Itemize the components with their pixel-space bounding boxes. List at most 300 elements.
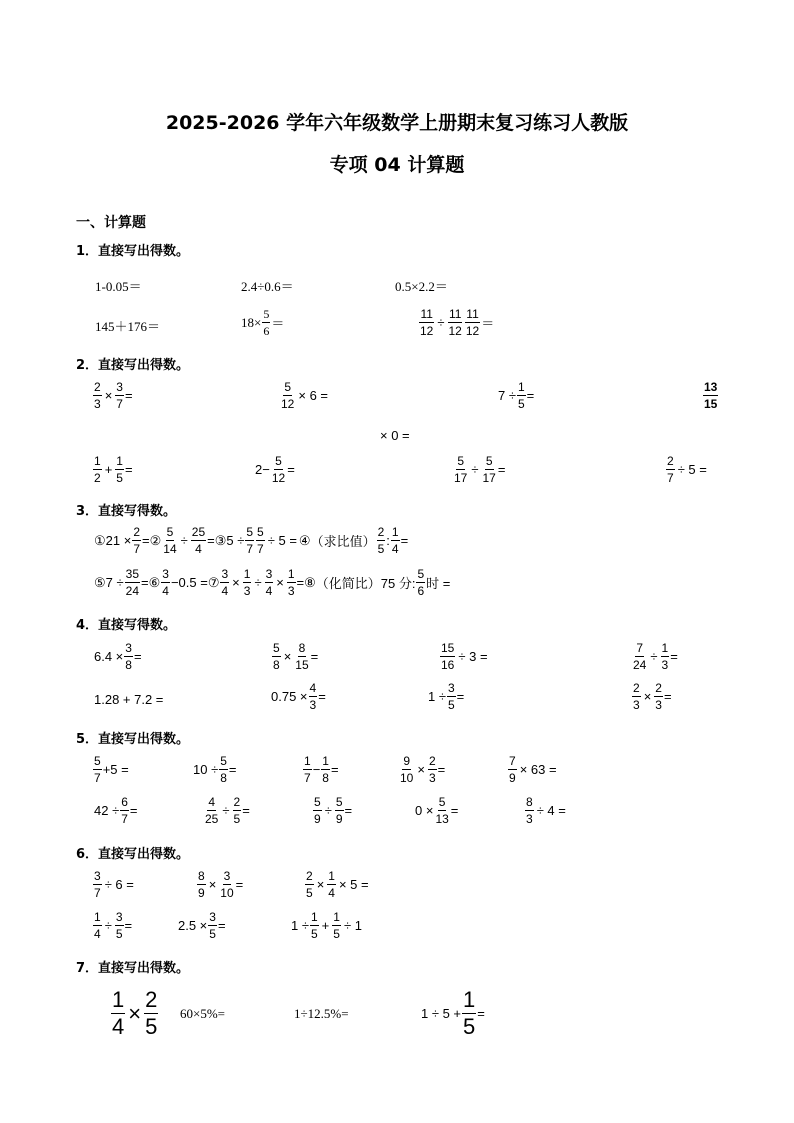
q2h-tail: ÷ 5 =: [677, 462, 707, 477]
numerator: 1: [463, 987, 476, 1012]
fraction: [517, 381, 526, 410]
fraction: [93, 911, 102, 940]
numerator: 2: [306, 869, 313, 883]
equals: ＝: [481, 316, 495, 331]
denominator: 7: [667, 471, 674, 485]
fraction: [428, 755, 437, 784]
times-sign: ×: [276, 575, 284, 590]
q5-text: 0 ×: [415, 803, 434, 818]
q4-expr-a: [94, 642, 142, 671]
denominator: 5: [145, 1014, 158, 1039]
denominator: 12: [271, 471, 286, 485]
q5-expr-f: [94, 796, 138, 825]
fraction: [453, 455, 468, 484]
q5-expr-h1: [312, 796, 352, 825]
denominator: 5: [115, 927, 123, 941]
denominator: 12: [281, 397, 295, 411]
circled-number: ④: [298, 532, 311, 548]
fraction: [335, 796, 344, 825]
denominator: 3: [94, 397, 101, 411]
fraction: [327, 870, 336, 899]
numerator: 5: [166, 525, 174, 539]
denominator: 5: [116, 471, 123, 485]
question-label-4: 4．直接写得数。: [76, 618, 177, 633]
q4-expr-g: [428, 682, 464, 711]
plus-sign: +: [321, 918, 330, 933]
denominator: 3: [526, 812, 533, 826]
fraction: [508, 755, 517, 784]
fraction: [262, 308, 270, 337]
fraction: [294, 642, 309, 671]
denominator: 5: [333, 927, 340, 941]
fraction: [447, 682, 456, 711]
equals: ＝: [271, 316, 285, 331]
denominator: 3: [428, 771, 436, 785]
q6-expr-e: [178, 911, 226, 940]
equals: =: [456, 689, 465, 704]
denominator: 16: [441, 658, 455, 672]
plus-sign: +: [104, 462, 113, 477]
equals: =: [129, 803, 138, 818]
denominator: 5: [209, 927, 216, 941]
equals: =: [310, 649, 319, 664]
denominator: 6: [417, 584, 425, 598]
times-sign: ×: [316, 877, 325, 892]
numerator: 5: [273, 641, 280, 655]
fraction: [332, 911, 341, 940]
divide-sign: ÷: [650, 649, 658, 664]
fraction: [265, 568, 274, 597]
numerator: 1: [322, 754, 329, 768]
numerator: 5: [275, 454, 282, 468]
denominator: 3: [287, 584, 295, 598]
q5-expr-c: [302, 755, 339, 784]
numerator: 5: [284, 380, 292, 394]
times-sign: ×: [208, 877, 217, 892]
q4-expr-h: [631, 682, 672, 711]
question-label-2: 2．直接写出得数。: [76, 358, 190, 373]
denominator: 3: [309, 698, 317, 712]
fraction: [243, 568, 252, 597]
numerator: 8: [298, 641, 306, 655]
denominator: 5: [517, 397, 525, 411]
times-sign: ×: [104, 388, 113, 403]
q3-text: 21 ×: [105, 533, 132, 548]
denominator: 15: [295, 658, 309, 672]
fraction: [197, 870, 206, 899]
q4-expr-c: [439, 642, 490, 671]
denominator: 4: [94, 927, 101, 941]
q2b-tail: × 6 =: [298, 388, 328, 403]
denominator: 5: [377, 542, 385, 556]
q2-expr-e: [92, 455, 133, 484]
numerator: 11: [420, 307, 433, 321]
document-subtitle: 专项 04 计算题: [329, 154, 465, 176]
numerator: 35: [125, 567, 139, 581]
q2-expr-g: [452, 455, 505, 484]
q2-expr-h: [665, 455, 709, 484]
numerator: 5: [257, 525, 264, 539]
fraction: [434, 796, 449, 825]
q3-text: −0.5 =: [170, 575, 208, 590]
numerator: 5: [314, 795, 321, 809]
q6a-tail: ÷ 6 =: [104, 877, 134, 892]
denominator: 3: [661, 658, 669, 672]
numerator: 5: [94, 754, 101, 768]
numerator: 3: [265, 567, 273, 581]
equals: =: [400, 533, 409, 548]
denominator: 12: [465, 324, 480, 338]
numerator: 3: [116, 380, 123, 394]
denominator: 5: [310, 927, 318, 941]
fraction: [666, 455, 675, 484]
denominator: 17: [482, 471, 496, 485]
fraction: [233, 796, 242, 825]
denominator: 5: [447, 698, 455, 712]
q3-text: （求比值）: [310, 534, 376, 549]
denominator: 8: [322, 771, 329, 785]
fraction: [93, 870, 102, 899]
circled-number: ⑧: [304, 574, 316, 590]
times-sign: ×: [417, 762, 425, 777]
numerator: 5: [485, 454, 493, 468]
numerator: 15: [441, 641, 455, 655]
numerator: 5: [263, 307, 270, 321]
denominator: 4: [391, 542, 399, 556]
fraction: [245, 526, 254, 555]
fraction: [654, 682, 663, 711]
fraction: [93, 455, 102, 484]
q6-expr-c: [304, 870, 371, 899]
fraction: [280, 381, 295, 410]
denominator: 12: [448, 324, 462, 338]
equals: =: [497, 462, 506, 477]
fraction: [391, 526, 400, 555]
fraction: [124, 642, 133, 671]
numerator: 3: [223, 869, 231, 883]
fraction: [399, 755, 414, 784]
denominator: 7: [94, 771, 101, 785]
numerator: 5: [246, 525, 254, 539]
equals: =: [450, 803, 459, 818]
equals: =: [437, 762, 446, 777]
denominator: 7: [133, 542, 141, 556]
numerator: 25: [191, 525, 206, 539]
document-title: 2025-2026 学年六年级数学上册期末复习练习人教版: [165, 112, 629, 134]
fraction: [256, 526, 265, 555]
q5a-tail: +5 =: [102, 762, 129, 777]
numerator: 1: [328, 869, 335, 883]
fraction: [132, 526, 141, 555]
q3-text: 7 ÷: [105, 575, 124, 590]
section-heading: 一、计算题: [76, 215, 146, 231]
q5-expr-h: [415, 796, 458, 825]
numerator: 3: [221, 567, 229, 581]
question-label-6: 6．直接写出得数。: [76, 847, 190, 862]
denominator: 17: [454, 471, 468, 485]
fraction: [703, 381, 718, 410]
numerator: 4: [309, 681, 317, 695]
numerator: 1: [304, 754, 311, 768]
equals: =: [141, 575, 149, 590]
equals: =: [477, 1006, 485, 1021]
denominator: 4: [162, 584, 169, 598]
q7-text: 1 ÷ 5 +: [421, 1006, 462, 1021]
equals: =: [133, 649, 142, 664]
q5-expr-g: [203, 796, 250, 825]
numerator: 13: [704, 380, 718, 394]
fraction: [287, 568, 296, 597]
fraction: [220, 568, 229, 597]
q4-expr-b: [271, 642, 318, 671]
q5-expr-d: [398, 755, 445, 784]
q6-expr-a: [92, 870, 136, 899]
q6c-tail: × 5 =: [338, 877, 369, 892]
q7-expr-a: [110, 989, 159, 1038]
numerator: 3: [447, 681, 455, 695]
question-label-3: 3．直接写得数。: [76, 504, 177, 519]
fraction: [313, 796, 322, 825]
numerator: 3: [125, 641, 132, 655]
denominator: 6: [263, 324, 270, 338]
numerator: 7: [636, 641, 644, 655]
denominator: 9: [335, 812, 343, 826]
circled-number: ③: [214, 532, 227, 548]
denominator: 25: [205, 812, 219, 826]
q3-text: ÷ 5 =: [267, 533, 297, 548]
equals: =: [228, 762, 237, 777]
q2-expr-d: [702, 381, 719, 410]
q4-expr-e: 1.28 + 7.2 =: [94, 692, 164, 707]
fraction: [303, 755, 312, 784]
denominator: 7: [304, 771, 311, 785]
equals: =: [344, 803, 353, 818]
fraction: [271, 455, 286, 484]
fraction: [93, 381, 102, 410]
numerator: 7: [509, 754, 516, 768]
numerator: 1: [517, 380, 525, 394]
fraction: [525, 796, 534, 825]
equals: =: [670, 649, 678, 664]
denominator: 5: [306, 886, 313, 900]
q1-expr-a: 1-0.05＝: [95, 279, 142, 294]
q4c-tail: ÷ 3 =: [458, 649, 488, 664]
q4-text: 6.4 ×: [94, 649, 124, 664]
fraction: [377, 526, 386, 555]
numerator: 11: [448, 307, 462, 321]
q6-text: 2.5 ×: [178, 918, 208, 933]
equals: =: [242, 803, 250, 818]
numerator: 6: [121, 795, 128, 809]
equals: =: [207, 533, 215, 548]
equals: =: [526, 388, 535, 403]
denominator: 5: [233, 812, 241, 826]
q1e-prefix: 18×: [241, 314, 262, 330]
numerator: 2: [655, 681, 662, 695]
q4-text: 0.75 ×: [271, 689, 308, 704]
numerator: 1: [287, 567, 295, 581]
fraction: [120, 796, 129, 825]
divide-sign: ÷: [437, 315, 445, 330]
divide-sign: ÷: [180, 533, 188, 548]
q3-row-2: [94, 568, 450, 597]
numerator: 1: [310, 910, 318, 924]
denominator: 7: [116, 397, 123, 411]
denominator: 13: [435, 812, 449, 826]
numerator: 3: [115, 910, 123, 924]
q2-expr-d-tail: × 0 =: [380, 428, 410, 443]
equals: =: [235, 877, 244, 892]
fraction: [482, 455, 497, 484]
equals: =: [330, 762, 339, 777]
q2f-prefix: 2−: [255, 462, 270, 477]
numerator: 8: [526, 795, 533, 809]
fraction: [111, 989, 125, 1038]
fraction: [115, 911, 124, 940]
q6-expr-b: [196, 870, 243, 899]
q5e-tail: × 63 =: [519, 762, 557, 777]
numerator: 1: [116, 454, 123, 468]
denominator: 7: [94, 886, 101, 900]
denominator: 5: [463, 1014, 476, 1039]
numerator: 3: [209, 910, 216, 924]
numerator: 5: [335, 795, 343, 809]
equals: =: [217, 918, 226, 933]
fraction: [161, 568, 170, 597]
q5-text: 42 ÷: [94, 803, 120, 818]
q5-text: 10 ÷: [193, 762, 219, 777]
q3-text: （化简比）75 分:: [315, 576, 416, 591]
q3-text: 时 =: [426, 576, 451, 591]
fraction: [191, 526, 206, 555]
question-label-7: 7．直接写出得数。: [76, 961, 190, 976]
q6-text: 1 ÷: [291, 918, 309, 933]
denominator: 3: [243, 584, 251, 598]
denominator: 4: [195, 542, 202, 556]
denominator: 2: [94, 471, 101, 485]
numerator: 2: [667, 454, 674, 468]
circled-number: ⑥: [148, 574, 161, 590]
numerator: 2: [145, 987, 158, 1012]
times-sign: ×: [283, 649, 292, 664]
circled-number: ⑤: [94, 574, 106, 590]
denominator: 9: [198, 886, 205, 900]
divide-sign: ÷: [471, 462, 479, 477]
q2-expr-c: [498, 381, 534, 410]
equals: =: [287, 462, 295, 477]
denominator: 8: [273, 658, 280, 672]
q3-row-1: [94, 526, 408, 555]
equals: =: [124, 462, 133, 477]
denominator: 7: [257, 542, 264, 556]
circled-number: ①: [94, 532, 106, 548]
q5-expr-a: [92, 755, 129, 784]
colon: :: [386, 533, 390, 548]
equals: =: [142, 533, 150, 548]
q1-expr-b: 2.4÷0.6＝: [241, 279, 294, 294]
fraction: [208, 911, 217, 940]
numerator: 2: [133, 525, 141, 539]
numerator: 2: [633, 681, 640, 695]
denominator: 4: [221, 584, 229, 598]
question-label-5: 5．直接写出得数。: [76, 732, 190, 747]
q6-expr-d: [92, 911, 132, 940]
fraction: [321, 755, 330, 784]
circled-number: ⑦: [207, 574, 220, 590]
q4-expr-d: [631, 642, 678, 671]
denominator: 9: [509, 771, 516, 785]
fraction: [219, 755, 228, 784]
denominator: 8: [125, 658, 132, 672]
fraction: [465, 308, 480, 337]
numerator: 1: [333, 910, 340, 924]
numerator: 1: [391, 525, 399, 539]
numerator: 11: [466, 307, 479, 321]
denominator: 3: [655, 698, 662, 712]
times-sign: ×: [128, 1000, 142, 1026]
equals: =: [124, 388, 133, 403]
numerator: 5: [438, 795, 446, 809]
q4-expr-f: [271, 682, 326, 711]
numerator: 4: [208, 795, 216, 809]
denominator: 10: [220, 886, 234, 900]
denominator: 24: [125, 584, 139, 598]
fraction: [440, 642, 455, 671]
denominator: 7: [246, 542, 254, 556]
fraction: [305, 870, 314, 899]
denominator: 7: [121, 812, 128, 826]
denominator: 4: [112, 1014, 125, 1039]
denominator: 8: [220, 771, 227, 785]
fraction: [448, 308, 463, 337]
numerator: 3: [162, 567, 169, 581]
q1-expr-f: [418, 308, 494, 337]
q3-text: 5 ÷: [226, 533, 245, 548]
q5-expr-e: [507, 755, 559, 784]
numerator: 8: [198, 869, 205, 883]
fraction: [632, 682, 641, 711]
numerator: 5: [417, 567, 425, 581]
equals: =: [296, 575, 305, 590]
fraction: [462, 989, 476, 1038]
circled-number: ②: [149, 532, 162, 548]
fraction: [204, 796, 219, 825]
fraction: [661, 642, 670, 671]
q6f-tail: ÷ 1: [343, 918, 362, 933]
denominator: 4: [328, 886, 335, 900]
denominator: 15: [704, 397, 718, 411]
question-label-1: 1．直接写出得数。: [76, 244, 190, 259]
fraction: [162, 526, 177, 555]
q4-text: 1 ÷: [428, 689, 446, 704]
numerator: 5: [220, 754, 227, 768]
numerator: 2: [428, 754, 436, 768]
equals: =: [124, 918, 133, 933]
fraction: [125, 568, 140, 597]
q7-expr-d: [421, 989, 485, 1038]
q2-expr-b: [279, 381, 330, 410]
numerator: 1: [112, 987, 125, 1012]
fraction: [144, 989, 158, 1038]
divide-sign: ÷: [254, 575, 262, 590]
numerator: 9: [403, 754, 411, 768]
q5-expr-i: [524, 796, 568, 825]
numerator: 2: [233, 795, 241, 809]
times-sign: ×: [643, 689, 652, 704]
numerator: 2: [377, 525, 385, 539]
equals: =: [663, 689, 672, 704]
fraction: [115, 381, 124, 410]
